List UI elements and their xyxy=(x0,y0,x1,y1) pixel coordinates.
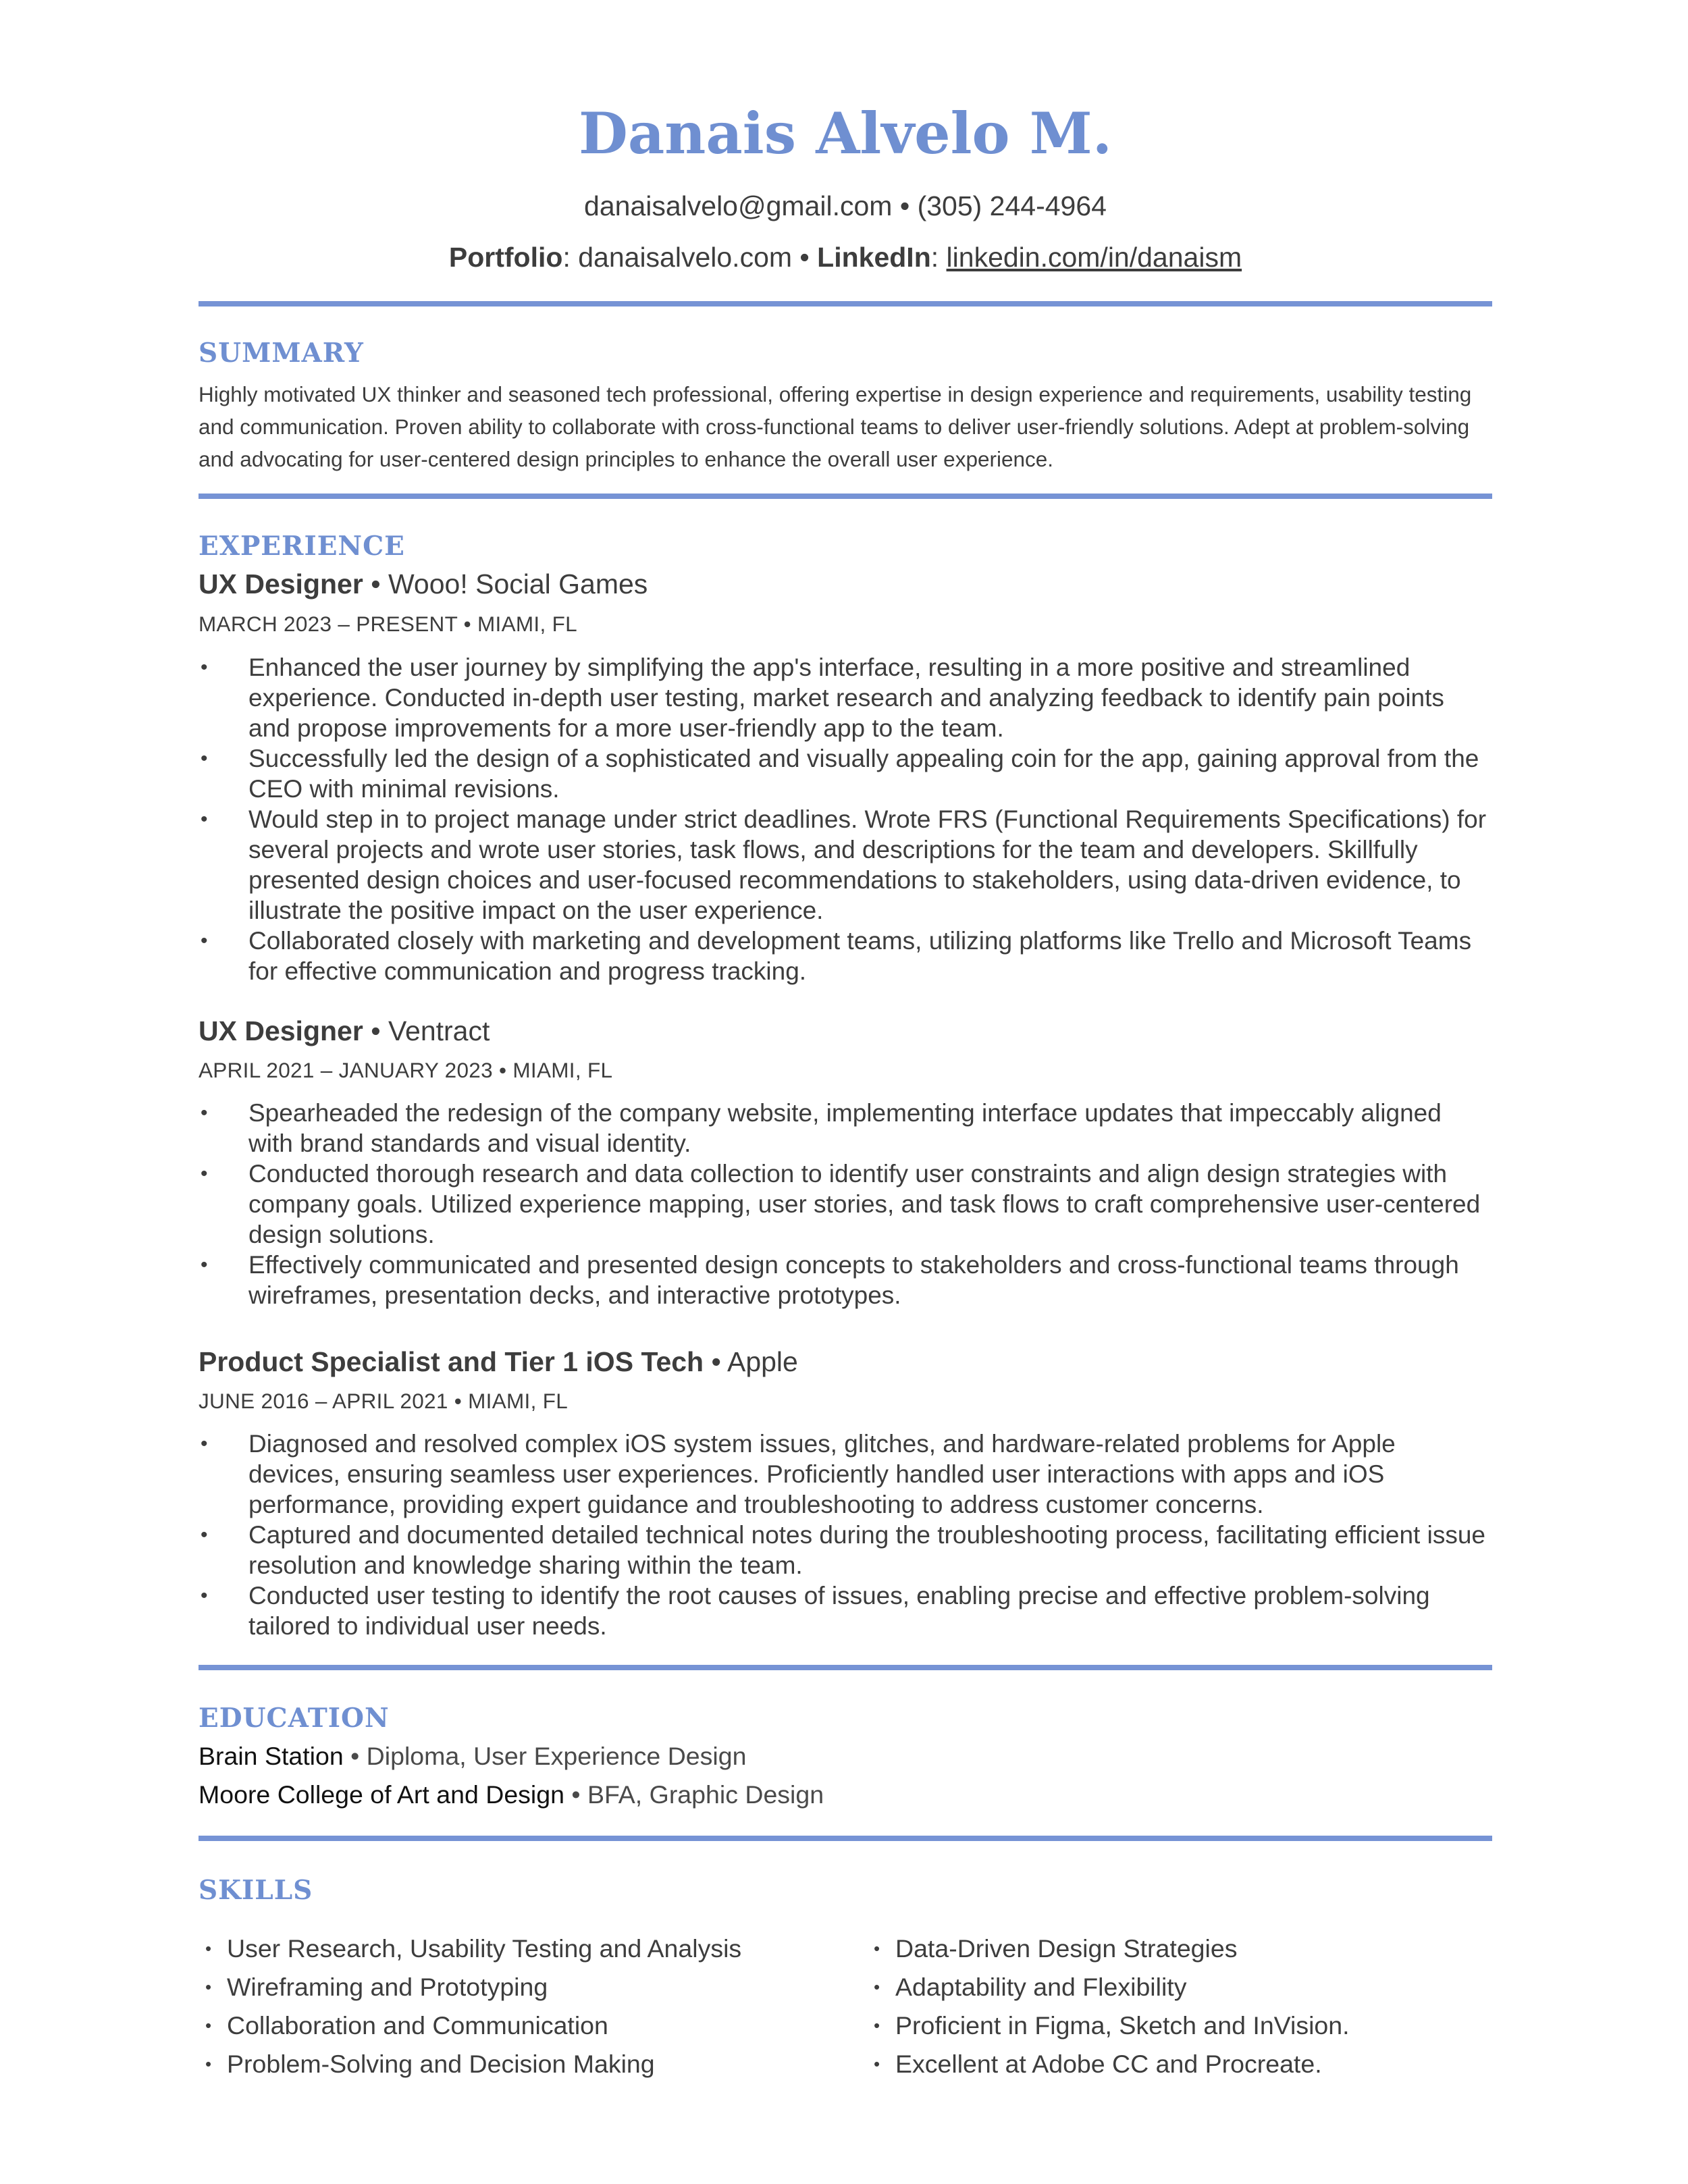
school-name: Moore College of Art and Design xyxy=(199,1780,564,1809)
education-heading: EDUCATION xyxy=(199,1703,390,1734)
bullet-icon: • xyxy=(205,1977,212,1997)
divider-experience xyxy=(199,1665,1492,1670)
job-bullets xyxy=(199,652,1492,986)
bullet-icon: • xyxy=(201,656,208,678)
bullet-icon: • xyxy=(201,1433,208,1455)
job-title xyxy=(199,1015,490,1047)
skill-item: • Problem-Solving and Decision Making xyxy=(199,2045,741,2083)
skill-item: • Excellent at Adobe CC and Procreate. xyxy=(867,2045,1350,2083)
job-bullets xyxy=(199,1429,1492,1641)
list-item: • Enhanced the user journey by simplifying the app's interface, resulting in a more positive and streamlined experience. Conducted in-depth user testing, market research and analyzing feedback to identify pain points and propose improvements for a more user-friendly app to the team. xyxy=(201,654,1444,742)
bullet-icon: • xyxy=(201,747,208,770)
job-company: • Wooo! Social Games xyxy=(363,568,648,600)
skill-item: • Data-Driven Design Strategies xyxy=(867,1929,1350,1968)
list-item: • Successfully led the design of a sophisticated and visually appealing coin for the app, gaining approval from the CEO with minimal revisions. xyxy=(201,745,1479,803)
job-bullets xyxy=(199,1098,1492,1310)
divider-education xyxy=(199,1836,1492,1841)
degree: • BFA, Graphic Design xyxy=(564,1780,824,1809)
contact-email-phone: danaisalvelo@gmail.com • (305) 244-4964 xyxy=(584,190,1107,221)
job-title xyxy=(199,568,648,600)
bullet-icon: • xyxy=(874,2054,880,2074)
divider-header xyxy=(199,301,1492,307)
list-item: • Conducted user testing to identify the root causes of issues, enabling precise and effective problem-solving tailored to individual user needs. xyxy=(201,1582,1430,1640)
bullet-icon: • xyxy=(201,1102,208,1124)
bullet-icon: • xyxy=(201,1254,208,1276)
school-name: Brain Station xyxy=(199,1742,344,1770)
portfolio-label: Portfolio xyxy=(448,242,563,273)
bullet-icon: • xyxy=(205,2015,212,2035)
skill-item: • Collaboration and Communication xyxy=(199,2006,741,2045)
degree: • Diploma, User Experience Design xyxy=(343,1742,747,1770)
linkedin-label: LinkedIn xyxy=(817,242,931,273)
list-item: • Spearheaded the redesign of the company website, implementing interface updates that impeccably aligned with brand standards and visual identity. xyxy=(201,1099,1442,1157)
list-item: • Captured and documented detailed technical notes during the troubleshooting process, facilitating efficient issue resolution and knowledge sharing within the team. xyxy=(201,1521,1485,1579)
summary-text: Highly motivated UX thinker and seasoned tech professional, offering expertise in design experience and requirements, usability testing and communication. Proven ability to collaborate with cross-functional teams to deliver user-friendly solutions. Adept at problem-solving and advocating for user-centered design principles to enhance the overall user experience. xyxy=(199,382,1472,471)
skills-heading: SKILLS xyxy=(199,1875,313,1906)
bullet-icon: • xyxy=(874,1938,880,1959)
portfolio-value: danaisalvelo.com xyxy=(578,242,793,273)
job-company: • Ventract xyxy=(363,1015,490,1046)
bullet-icon: • xyxy=(201,808,208,830)
list-item: • Effectively communicated and presented design concepts to stakeholders and cross-functional teams through wireframes, presentation decks, and interactive prototypes. xyxy=(201,1251,1459,1309)
bullet-icon: • xyxy=(201,1524,208,1546)
summary-heading: SUMMARY xyxy=(199,338,364,369)
job-role: UX Designer xyxy=(199,1015,363,1046)
bullet-icon: • xyxy=(201,1163,208,1185)
job-role: UX Designer xyxy=(199,568,363,600)
job-meta: JUNE 2016 – APRIL 2021 • MIAMI, FL xyxy=(199,1389,569,1413)
skills-list-left xyxy=(199,1929,741,2083)
experience-heading: EXPERIENCE xyxy=(199,531,405,562)
job-meta: MARCH 2023 – PRESENT • MIAMI, FL xyxy=(199,612,577,636)
bullet-icon: • xyxy=(205,2054,212,2074)
candidate-name: Danais Alvelo M. xyxy=(579,100,1112,167)
separator: • xyxy=(792,242,818,273)
skill-item: • Adaptability and Flexibility xyxy=(867,1968,1350,2006)
bullet-icon: • xyxy=(874,1977,880,1997)
skills-list-right xyxy=(867,1929,1350,2083)
job-meta: APRIL 2021 – JANUARY 2023 • MIAMI, FL xyxy=(199,1058,613,1082)
contact-links: Portfolio: danaisalvelo.com • LinkedIn: linkedin.com/in/danaism xyxy=(448,242,1242,273)
job-company: • Apple xyxy=(704,1346,798,1377)
bullet-icon: • xyxy=(874,2015,880,2035)
skill-item: • Wireframing and Prototyping xyxy=(199,1968,741,2006)
list-item: • Conducted thorough research and data collection to identify user constraints and align design strategies with company goals. Utilized experience mapping, user stories, and task flows to craft comprehensive user-centered design solutions. xyxy=(201,1160,1481,1248)
linkedin-link[interactable]: linkedin.com/in/danaism xyxy=(946,242,1242,273)
list-item: • Diagnosed and resolved complex iOS system issues, glitches, and hardware-related problems for Apple devices, ensuring seamless user experiences. Proficiently handled user interactions with apps and iOS performance, providing expert guidance and troubleshooting to address customer concerns. xyxy=(201,1430,1396,1518)
bullet-icon: • xyxy=(201,930,208,952)
divider-summary xyxy=(199,494,1492,499)
skill-item: • User Research, Usability Testing and Analysis xyxy=(199,1929,741,1968)
job-role: Product Specialist and Tier 1 iOS Tech xyxy=(199,1346,704,1377)
list-item: • Would step in to project manage under strict deadlines. Wrote FRS (Functional Requirements Specifications) for several projects and wrote user stories, task flows, and descriptions for the team and developers. Skillfully presented design choices and user-focused recommendations to stakeholders, using data-driven evidence, to illustrate the positive impact on the user experience. xyxy=(201,805,1487,924)
education-item xyxy=(199,1780,824,1809)
bullet-icon: • xyxy=(205,1938,212,1959)
job-title xyxy=(199,1346,798,1378)
skill-item: • Proficient in Figma, Sketch and InVision. xyxy=(867,2006,1350,2045)
education-item xyxy=(199,1742,746,1771)
list-item: • Collaborated closely with marketing and development teams, utilizing platforms like Trello and Microsoft Teams for effective communication and progress tracking. xyxy=(201,927,1472,985)
bullet-icon: • xyxy=(201,1584,208,1607)
